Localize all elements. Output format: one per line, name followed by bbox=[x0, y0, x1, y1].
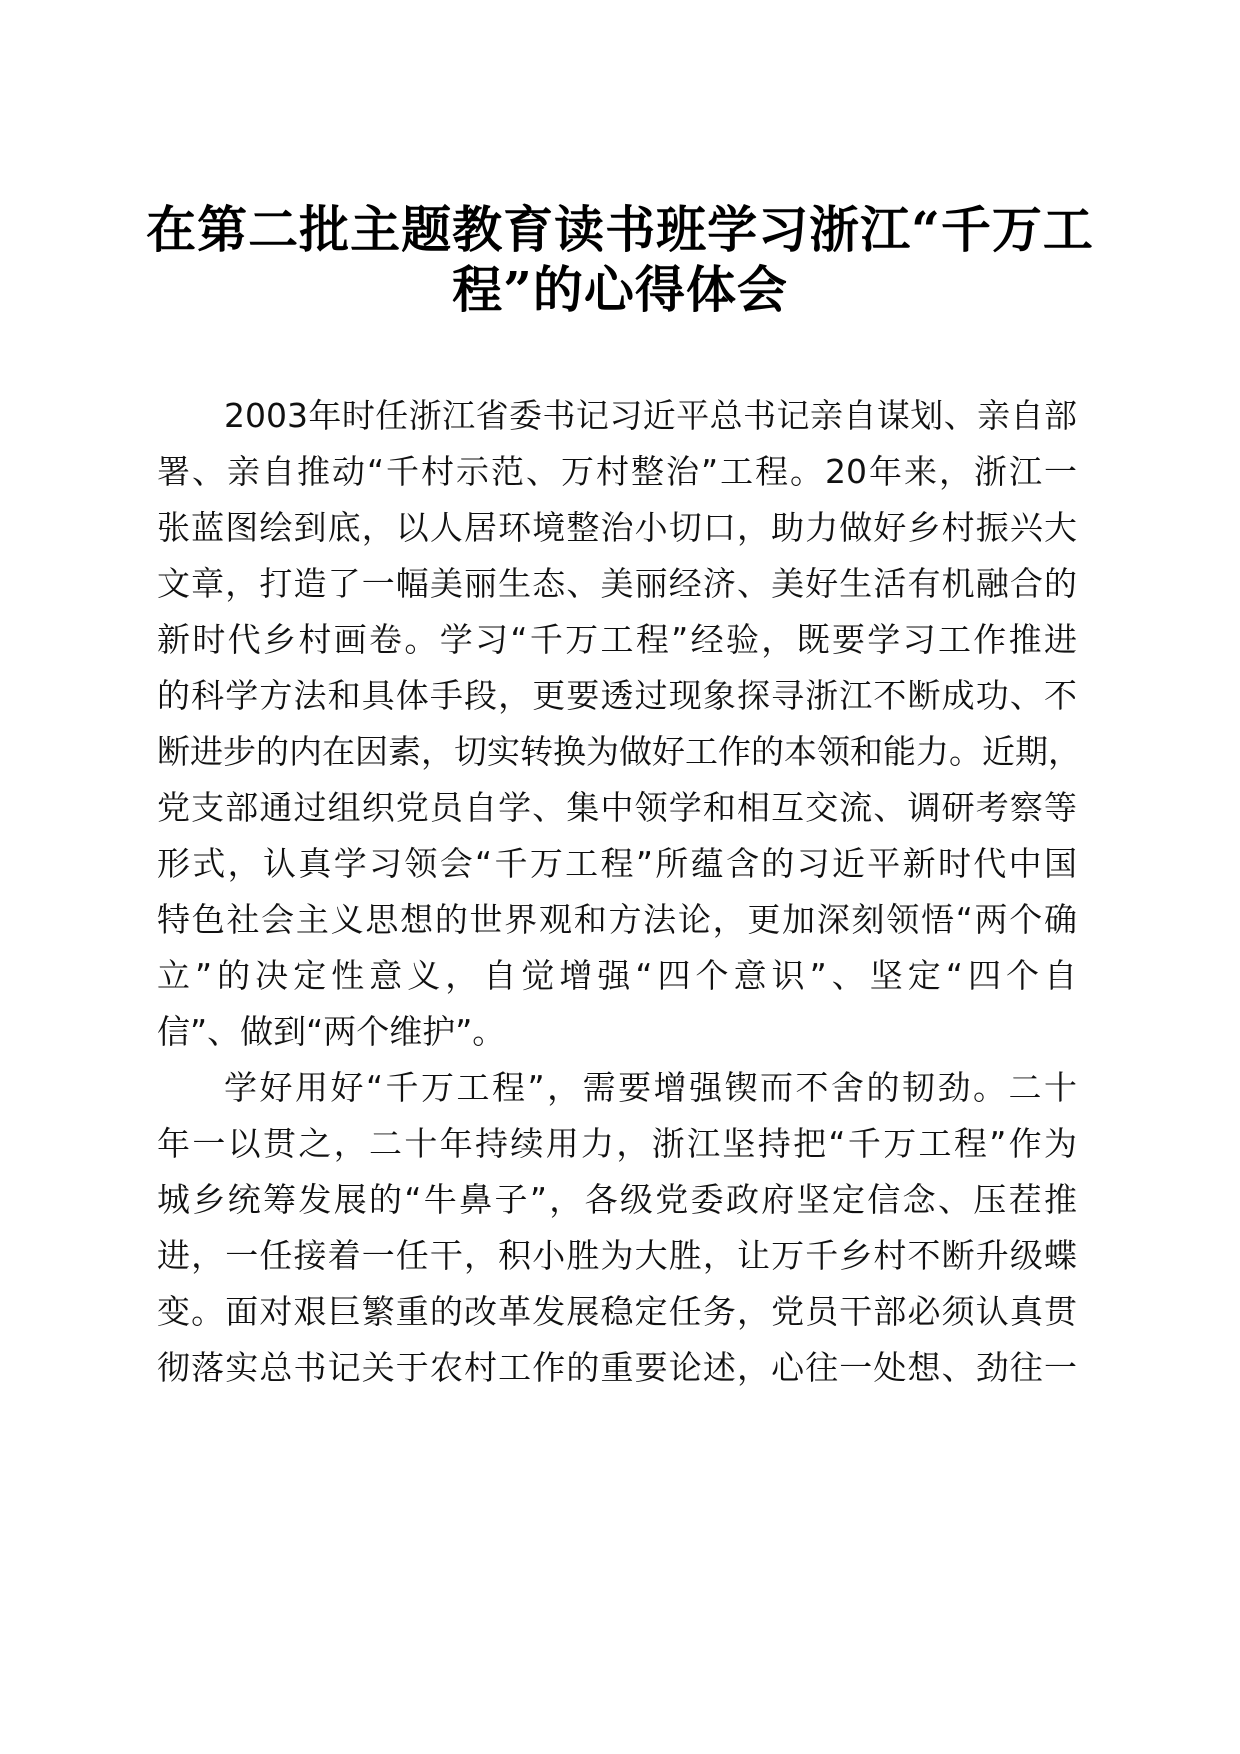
paragraph-line: 特色社会主义思想的世界观和方法论，更加深刻领悟“两个确 bbox=[157, 900, 1077, 939]
paragraph-line: 党支部通过组织党员自学、集中领学和相互交流、调研考察等 bbox=[157, 788, 1077, 827]
paragraph-line: 进，一任接着一任干，积小胜为大胜，让万千乡村不断升级蝶 bbox=[157, 1236, 1077, 1275]
paragraph-line: 断进步的内在因素，切实转换为做好工作的本领和能力。近期， bbox=[157, 732, 1081, 771]
paragraph-line: 署、亲自推动“千村示范、万村整治”工程。20年来，浙江一 bbox=[157, 452, 1077, 491]
paragraph-line: 学好用好“千万工程”，需要增强锲而不舍的韧劲。二十 bbox=[224, 1068, 1077, 1107]
paragraph-line: 形式，认真学习领会“千万工程”所蕴含的习近平新时代中国 bbox=[157, 844, 1077, 883]
paragraph-line: 新时代乡村画卷。学习“千万工程”经验，既要学习工作推进 bbox=[157, 620, 1077, 659]
paragraph-line: 城乡统筹发展的“牛鼻子”，各级党委政府坚定信念、压茬推 bbox=[157, 1180, 1077, 1219]
paragraph-line: 张蓝图绘到底，以人居环境整治小切口，助力做好乡村振兴大 bbox=[157, 508, 1077, 547]
title-line-2: 程”的心得体会 bbox=[452, 260, 788, 319]
paragraph-line: 变。面对艰巨繁重的改革发展稳定任务，党员干部必须认真贯 bbox=[157, 1292, 1077, 1331]
paragraph-line: 年一以贯之，二十年持续用力，浙江坚持把“千万工程”作为 bbox=[157, 1124, 1077, 1163]
paragraph-line: 文章，打造了一幅美丽生态、美丽经济、美好生活有机融合的 bbox=[157, 564, 1077, 603]
paragraph-line: 彻落实总书记关于农村工作的重要论述，心往一处想、劲往一 bbox=[157, 1348, 1077, 1387]
paragraph-line: 2003年时任浙江省委书记习近平总书记亲自谋划、亲自部 bbox=[224, 396, 1077, 435]
title-line-1: 在第二批主题教育读书班学习浙江“千万工 bbox=[146, 200, 1094, 259]
paragraph-line: 的科学方法和具体手段，更要透过现象探寻浙江不断成功、不 bbox=[157, 676, 1077, 715]
paragraph-line: 立”的决定性意义，自觉增强“四个意识”、坚定“四个自 bbox=[157, 956, 1077, 995]
paragraph-line: 信”、做到“两个维护”。 bbox=[157, 1012, 506, 1051]
